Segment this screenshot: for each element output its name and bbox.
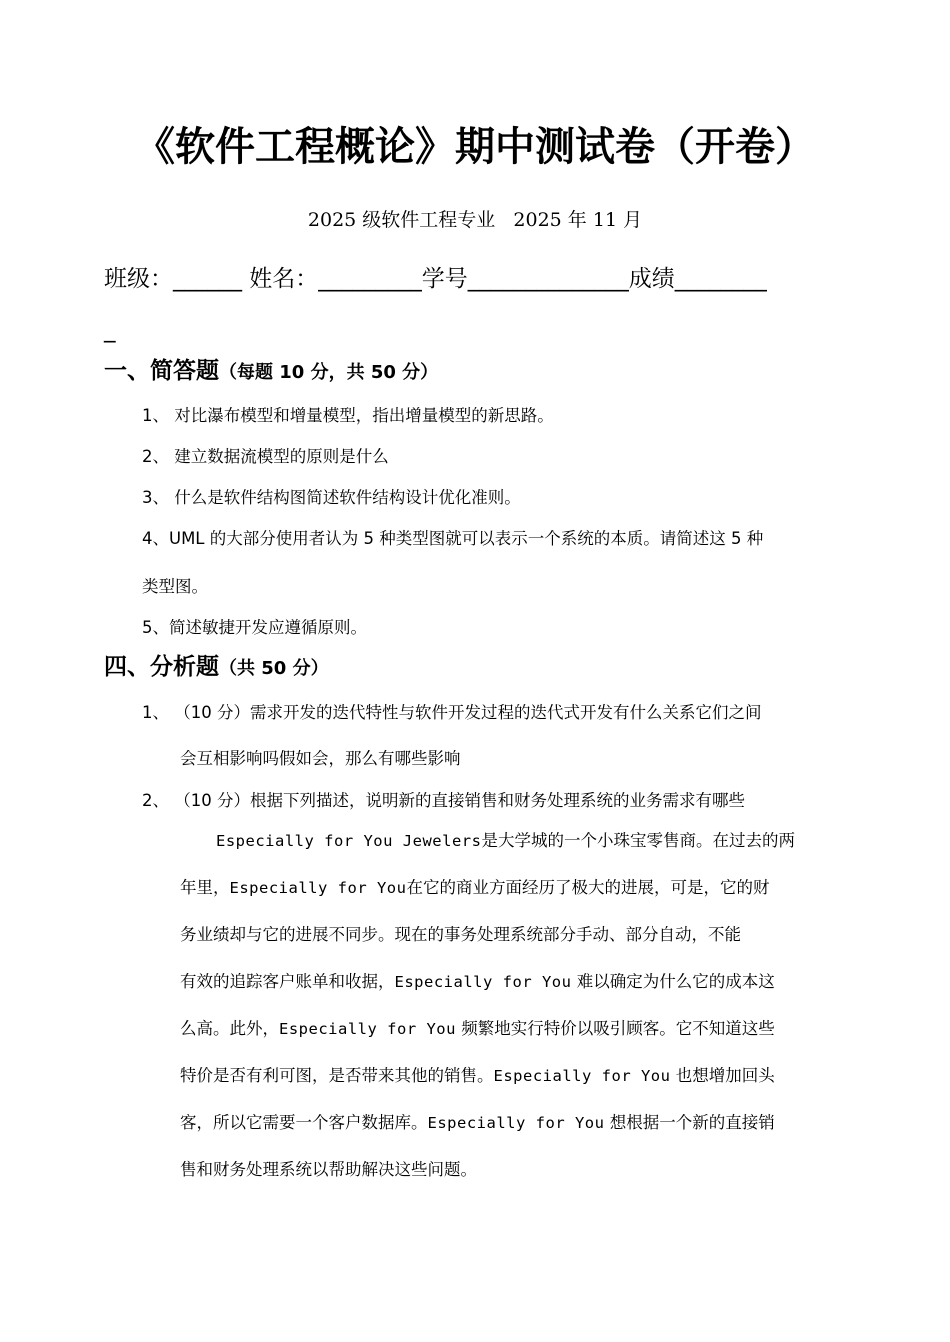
case-text: 有效的追踪客户账单和收据， xyxy=(180,972,395,991)
section-heading-short-answer xyxy=(104,354,438,390)
question-4-continued: 类型图。 xyxy=(142,577,208,596)
analysis-question-2: 2、 （10 分）根据下列描述，说明新的直接销售和财务处理系统的业务需求有哪些 xyxy=(142,791,745,810)
case-text: 也想增加回头 xyxy=(670,1066,775,1085)
case-text: 在它的商业方面经历了极大的进展，可是，它的财 xyxy=(406,878,770,897)
case-line-7 xyxy=(180,1111,775,1135)
section-heading-text: 一、简答题 xyxy=(104,358,219,384)
company-name: Especially for You xyxy=(279,1020,456,1038)
question-3: 3、 什么是软件结构图简述软件结构设计优化准则。 xyxy=(142,488,521,507)
case-text: 年里， xyxy=(180,878,230,897)
case-text: 是大学城的一个小珠宝零售商。在过去的两 xyxy=(481,831,795,850)
case-text: 想根据一个新的直接销 xyxy=(604,1113,775,1132)
company-name: Especially for You xyxy=(427,1114,605,1132)
case-line-4 xyxy=(180,970,775,994)
case-line-3: 务业绩却与它的进展不同步。现在的事务处理系统部分手动、部分自动，不能 xyxy=(180,925,741,944)
case-text: 么高。此外， xyxy=(180,1019,279,1038)
case-line-8: 售和财务处理系统以帮助解决这些问题。 xyxy=(180,1160,477,1179)
student-info-line-wrap: _ xyxy=(104,317,116,343)
company-name: Especially for You xyxy=(229,879,407,897)
company-name: Especially for You xyxy=(493,1067,671,1085)
section-score-note: （共 50 分） xyxy=(219,658,329,679)
question-2: 2、 建立数据流模型的原则是什么 xyxy=(142,447,389,466)
company-name: Especially for You Jewelers xyxy=(216,832,482,850)
case-line-2 xyxy=(180,876,769,900)
exam-subtitle: 2025 级软件工程专业 2025 年 11 月 xyxy=(307,209,643,231)
case-line-5 xyxy=(180,1017,775,1041)
question-5: 5、简述敏捷开发应遵循原则。 xyxy=(142,618,367,637)
section-score-note: （每题 10 分，共 50 分） xyxy=(219,362,439,383)
case-line-6 xyxy=(180,1064,775,1088)
analysis-question-1-continued: 会互相影响吗假如会，那么有哪些影响 xyxy=(180,749,461,768)
case-text: 客，所以它需要一个客户数据库。 xyxy=(180,1113,428,1132)
case-text: 特价是否有利可图，是否带来其他的销售。 xyxy=(180,1066,494,1085)
question-1: 1、 对比瀑布模型和增量模型，指出增量模型的新思路。 xyxy=(142,406,554,425)
company-name: Especially for You xyxy=(394,973,572,991)
case-text: 难以确定为什么它的成本这 xyxy=(571,972,775,991)
student-info-line: 班级：______ 姓名：_________学号______________成绩________ xyxy=(104,266,767,292)
section-heading-text: 四、分析题 xyxy=(104,654,219,680)
case-line-1 xyxy=(216,829,795,853)
case-text: 频繁地实行特价以吸引顾客。它不知道这些 xyxy=(455,1019,775,1038)
page-title: 《软件工程概论》期中测试卷（开卷） xyxy=(135,124,815,170)
analysis-question-1: 1、 （10 分）需求开发的迭代特性与软件开发过程的迭代式开发有什么关系它们之间 xyxy=(142,703,762,722)
section-heading-analysis xyxy=(104,650,329,686)
question-4: 4、UML 的大部分使用者认为 5 种类型图就可以表示一个系统的本质。请简述这 5 种 xyxy=(142,529,764,548)
